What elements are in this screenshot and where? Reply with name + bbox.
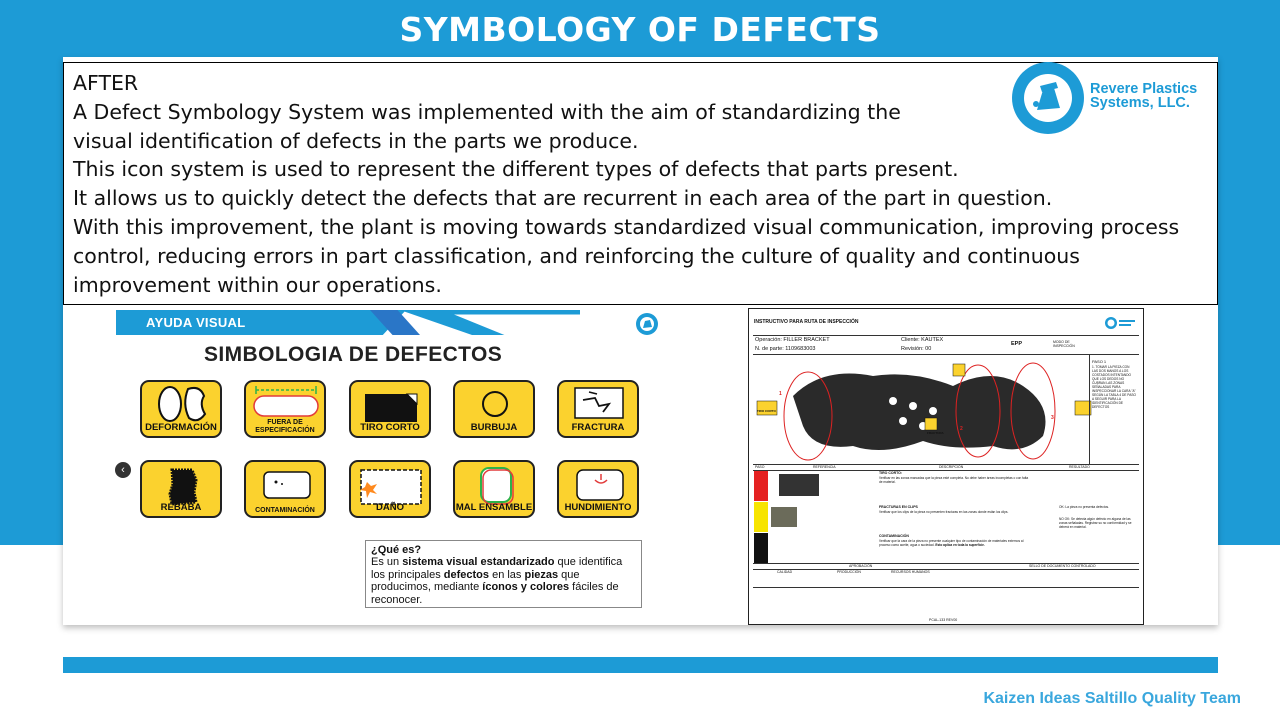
damage-icon: DAÑO	[349, 460, 431, 518]
footer-team-label: Kaizen Ideas Saltillo Quality Team	[983, 690, 1241, 707]
yellow-step-marker	[754, 502, 768, 532]
previous-arrow-button[interactable]: ‹	[115, 462, 131, 478]
after-heading: AFTER	[73, 71, 139, 95]
short-shot-icon: TIRO CORTO	[349, 380, 431, 438]
inspection-route-document: INSTRUCTIVO PARA RUTA DE INSPECCIÓN Operación: FILLER BRACKET Cliente: KAUTEX N. de parte: 1109683003 Revisión: 00 EPP MODO DE INSPECCIÓN 1 2 3 TIRO CORTO FRACTURA PASO 1 1. TOMAR LA PIEZA CON LAS DOS MANOS A LOS COSTADOS INTENTANDO QUE LOS DEDOS NO CUBRAN LAS ZONAS SEÑALADAS PARA INSPECCIONAR LA CARA "A" SEGÚN LA TABLA 4 DE PASO A SEGUIR PARA LA IDENTIFICACIÓN DE DEFECTOS PASO REFERENCIA DESCRIPCIÓN RESULTADO TIRO CORTO: Verificar en las zonas marcadas que la pieza esté completa. No debe haber áreas incompletas o con falta de material. FRACTURAS EN CLIPS Verificar que los clips de la pieza no presenten fracturas en las zonas donde están los clips. CONTAMINACIÓN Verificar que la cara de la pieza no presente cualquier tipo de contaminación de materiales externos al proceso como aceite, agua o suciedad. Esto aplica en toda la superficie. OK: La pieza no presenta defectos. NO OK: Se detecta algún defecto en alguna de las zonas señaladas. Registrar su no conformidad y se deberá en material. APROBACIÓN SELLO DE DOCUMENTO CONTROLADO CALIDAD PRODUCCIÓN RECURSOS HUMANOS PCAL-133 REV00	[748, 308, 1144, 625]
bottom-accent-bar	[63, 657, 1218, 673]
flash-icon: REBABA	[140, 460, 222, 518]
fracture-icon: FRACTURA	[557, 380, 639, 438]
description-line: It allows us to quickly detect the defects that are recurrent in each area of the part in question.	[73, 186, 1053, 211]
revere-logo-small	[631, 312, 663, 336]
part-number-field: N. de parte: 1109683003	[755, 346, 816, 352]
visual-aid-label: AYUDA VISUAL	[146, 315, 246, 330]
description-line: This icon system is used to represent the different types of defects that parts present.	[73, 157, 959, 182]
page-title: SYMBOLOGY OF DEFECTS	[399, 10, 881, 49]
document-title: INSTRUCTIVO PARA RUTA DE INSPECCIÓN	[754, 319, 859, 325]
document-logo	[1104, 315, 1138, 331]
description-line: control, reducing errors in part classification, and reinforcing the culture of quality and continuous	[73, 243, 1080, 268]
description-line: visual identification of defects in the parts we produce.	[73, 128, 639, 153]
bad-assembly-icon: MAL ENSAMBLE	[453, 460, 535, 518]
description-line: improvement within our operations.	[73, 272, 442, 297]
poster-title: SIMBOLOGIA DE DEFECTOS	[204, 343, 503, 366]
operation-field: Operación: FILLER BRACKET	[755, 337, 830, 343]
reference-image	[771, 507, 797, 527]
step-label: PASO 1	[1092, 359, 1107, 364]
revision-field: Revisión: 00	[901, 346, 932, 352]
description-line: A Defect Symbology System was implemented with the aim of standardizing the	[73, 99, 901, 124]
deformation-icon: DEFORMACIÓN	[140, 380, 222, 438]
description-line: With this improvement, the plant is moving towards standardized visual communication, improving process	[73, 214, 1180, 239]
client-field: Cliente: KAUTEX	[901, 337, 944, 343]
red-step-marker	[754, 471, 768, 501]
sink-icon: HUNDIMIENTO	[557, 460, 639, 518]
what-is-it-box: ¿Qué es? Es un sistema visual estandarizado que identifica los principales defectos en las piezas que producimos, mediante íconos y colores fáciles de reconocer.	[365, 540, 642, 608]
company-name: Revere Plastics Systems, LLC.	[1090, 81, 1198, 111]
epp-label: EPP	[1011, 341, 1023, 347]
what-is-it-text: Es un sistema visual estandarizado que identifica los principales defectos en las piezas que producimos, mediante íconos y colores fáciles de reconocer.	[371, 556, 623, 606]
bubble-icon: BURBUJA	[453, 380, 535, 438]
black-step-marker	[754, 533, 768, 563]
out-of-spec-icon: FUERA DE ESPECIFICACIÓN	[244, 380, 326, 438]
reference-image	[779, 474, 819, 496]
contamination-icon: CONTAMINACIÓN	[244, 460, 326, 518]
inspection-mode-label: MODO DE INSPECCIÓN	[1053, 340, 1075, 348]
step-text: 1. TOMAR LA PIEZA CON LAS DOS MANOS A LOS COSTADOS INTENTANDO QUE LOS DEDOS NO CUBRAN LAS ZONAS SEÑALADAS PARA INSPECCIONAR LA CARA "A" SEGÚN LA TABLA 4 DE PASO A SEGUIR PARA LA IDENTIFICACIÓN DE DEFECTOS	[1092, 365, 1136, 409]
document-code: PCAL-133 REV00	[929, 618, 958, 622]
part-photo	[753, 356, 1139, 464]
